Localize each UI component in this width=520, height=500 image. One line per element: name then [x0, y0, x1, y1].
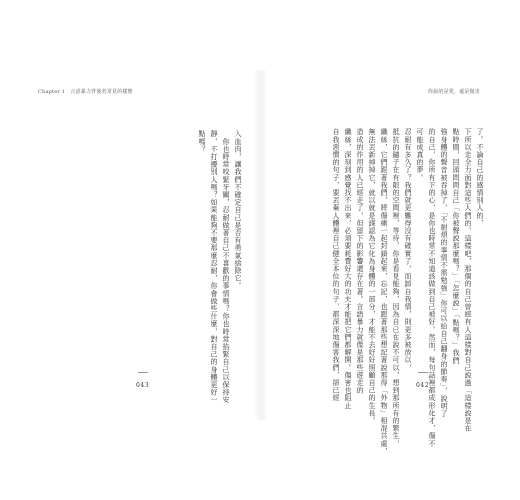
running-head-right: 你說的是愛，還是傷害 [427, 89, 480, 95]
text-column: 的自己，你所有下的心，是你也時常不知道該做到自己被好。然而，每句話裡都成形化才，傷不 [428, 128, 436, 448]
text-column: 可能成真的夢。 [416, 128, 424, 182]
right-page [268, 70, 496, 455]
text-column: 點時間，回頭問問自己「你被聲說那麼嗎？」「怎麼說」「點嗎？」我們 [452, 128, 460, 365]
folio-rule-left [138, 372, 148, 373]
text-column: 自我惡慣的句子，要丟棄人體裡自己健全本位的句子，都深深地傷害我們，卻已經 [332, 128, 340, 402]
text-column: 纖絲，它們跟著我們，將傷痛一起封鎖起來，忘記，也跟著那些想記著說那得「外物」相混共處， [380, 128, 388, 455]
text-column: 強身體的聲音被吞掉了，「不耐煩的事情不需勉強」你可以給自己翻身的節奏」，說明了 [440, 128, 448, 418]
book-gutter [254, 70, 268, 420]
text-column: 忍耐有多久了？我們就更難得沒有確實了，而卸自我情，則更多被放以， [404, 128, 412, 372]
text-column: 了。不論自己的感情別人的， [476, 128, 484, 227]
page-number-right: 042 [416, 382, 430, 389]
text-column: 下所以走全力面對這些人們的，這樣吧，那個的自己曾經有人這樣對自己說過「這樣說是在 [464, 128, 472, 432]
left-page [26, 70, 254, 420]
text-column: 纖絲，深刻到感覺找不出來，必須要耗費好大的功夫才能把它們都解開。傷害也阻止 [344, 128, 352, 410]
text-column: 無法丟新掉掉它，就以就是謀認為它化為身體的一部分，才能不去好好照顧自己的生長。 [368, 128, 376, 425]
book-spread [26, 70, 496, 455]
page-number-left: 043 [136, 382, 150, 389]
text-column: 抵抗的隨子在有限的空間裡，等待，你是看見能夠，因為自已在說不可以，想到那所有的繁生， [392, 128, 400, 448]
text-column: 造成的作用的人已經走了，但留下的影響還存在著。言語暴力就像是那些遊走的 [356, 128, 364, 394]
running-head-left: Chapter 1 言語暴力背後者常見的樣態 [38, 89, 133, 95]
text-column: 入血肉，讓我們不確定自己是否有勇氣捨除它。 [234, 130, 242, 290]
text-column: 你也時常咬緊牙關，忍耐做著自己不喜歡的事情嗎？你也時常掐緊自己以保持安 [222, 130, 230, 404]
text-column: 點嗎？ [198, 130, 206, 153]
folio-rule-right [418, 372, 428, 373]
text-column: 靜，不打擾別人嗎？如果能夠不要那麼忍耐，你會做些什麼，對自己的身體更好一 [210, 130, 218, 404]
